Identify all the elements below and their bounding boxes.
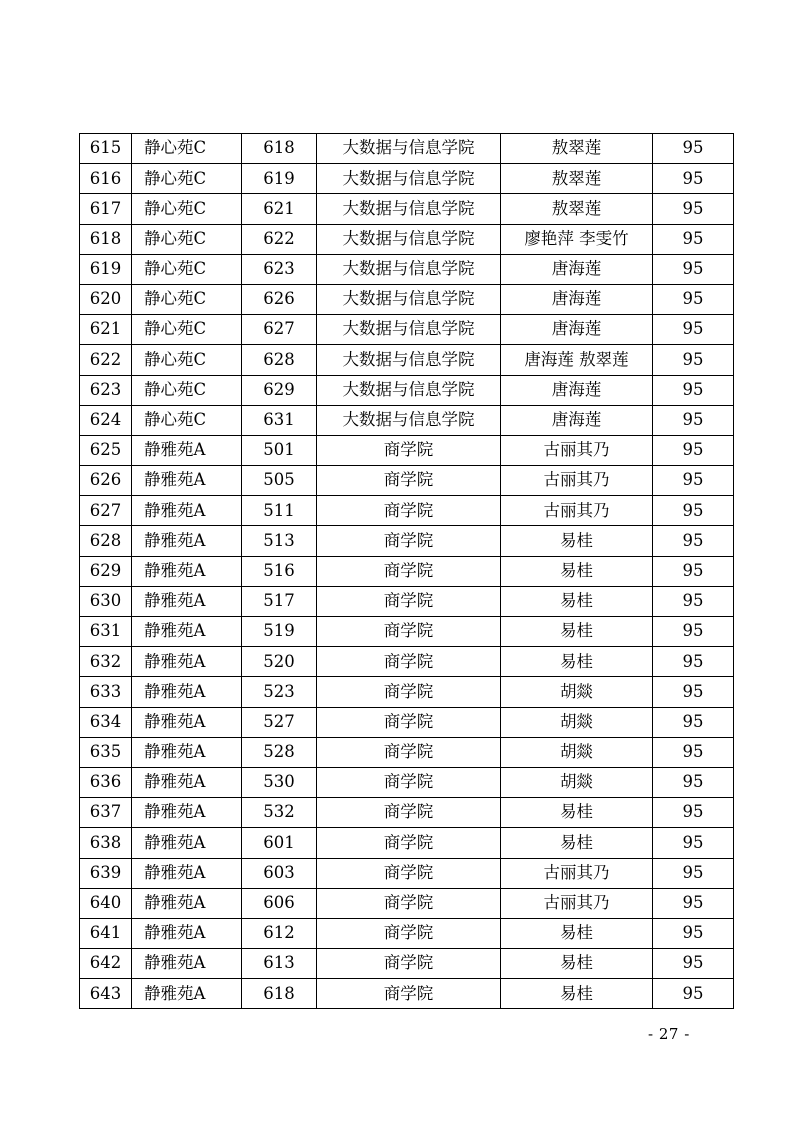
building-cell: 静心苑C bbox=[132, 134, 242, 164]
room-number-cell: 621 bbox=[242, 194, 317, 224]
department-cell: 商学院 bbox=[317, 767, 501, 797]
score-cell: 95 bbox=[653, 677, 734, 707]
row-number-cell: 615 bbox=[80, 134, 132, 164]
room-number-cell: 505 bbox=[242, 466, 317, 496]
row-number-cell: 631 bbox=[80, 617, 132, 647]
building-cell: 静心苑C bbox=[132, 164, 242, 194]
counselor-cell: 易桂 bbox=[501, 949, 653, 979]
score-cell: 95 bbox=[653, 858, 734, 888]
table-row bbox=[80, 284, 734, 314]
table-row bbox=[80, 375, 734, 405]
table-row bbox=[80, 134, 734, 164]
department-cell: 大数据与信息学院 bbox=[317, 224, 501, 254]
row-number-cell: 627 bbox=[80, 496, 132, 526]
table-row bbox=[80, 647, 734, 677]
score-cell: 95 bbox=[653, 828, 734, 858]
building-cell: 静心苑C bbox=[132, 224, 242, 254]
row-number-cell: 617 bbox=[80, 194, 132, 224]
score-cell: 95 bbox=[653, 224, 734, 254]
table-row bbox=[80, 798, 734, 828]
counselor-cell: 易桂 bbox=[501, 526, 653, 556]
counselor-cell: 易桂 bbox=[501, 586, 653, 616]
score-cell: 95 bbox=[653, 586, 734, 616]
building-cell: 静雅苑A bbox=[132, 435, 242, 465]
score-cell: 95 bbox=[653, 375, 734, 405]
building-cell: 静雅苑A bbox=[132, 556, 242, 586]
row-number-cell: 629 bbox=[80, 556, 132, 586]
counselor-cell: 古丽其乃 bbox=[501, 858, 653, 888]
table-row bbox=[80, 556, 734, 586]
building-cell: 静雅苑A bbox=[132, 586, 242, 616]
room-number-cell: 627 bbox=[242, 315, 317, 345]
building-cell: 静雅苑A bbox=[132, 677, 242, 707]
table-row bbox=[80, 435, 734, 465]
department-cell: 大数据与信息学院 bbox=[317, 315, 501, 345]
table-row bbox=[80, 224, 734, 254]
row-number-cell: 637 bbox=[80, 798, 132, 828]
department-cell: 商学院 bbox=[317, 617, 501, 647]
counselor-cell: 廖艳萍 李雯竹 bbox=[501, 224, 653, 254]
counselor-cell: 古丽其乃 bbox=[501, 435, 653, 465]
building-cell: 静雅苑A bbox=[132, 798, 242, 828]
table-row bbox=[80, 254, 734, 284]
table-row bbox=[80, 979, 734, 1009]
score-cell: 95 bbox=[653, 405, 734, 435]
room-number-cell: 622 bbox=[242, 224, 317, 254]
building-cell: 静雅苑A bbox=[132, 828, 242, 858]
counselor-cell: 唐海莲 bbox=[501, 375, 653, 405]
department-cell: 大数据与信息学院 bbox=[317, 405, 501, 435]
department-cell: 商学院 bbox=[317, 526, 501, 556]
room-number-cell: 519 bbox=[242, 617, 317, 647]
table-row bbox=[80, 586, 734, 616]
room-number-cell: 612 bbox=[242, 918, 317, 948]
table-row bbox=[80, 496, 734, 526]
counselor-cell: 易桂 bbox=[501, 918, 653, 948]
room-number-cell: 628 bbox=[242, 345, 317, 375]
row-number-cell: 634 bbox=[80, 707, 132, 737]
counselor-cell: 敖翠莲 bbox=[501, 164, 653, 194]
room-number-cell: 517 bbox=[242, 586, 317, 616]
score-cell: 95 bbox=[653, 194, 734, 224]
score-cell: 95 bbox=[653, 798, 734, 828]
counselor-cell: 易桂 bbox=[501, 617, 653, 647]
row-number-cell: 624 bbox=[80, 405, 132, 435]
score-cell: 95 bbox=[653, 979, 734, 1009]
counselor-cell: 易桂 bbox=[501, 798, 653, 828]
room-number-cell: 520 bbox=[242, 647, 317, 677]
counselor-cell: 唐海莲 bbox=[501, 405, 653, 435]
building-cell: 静雅苑A bbox=[132, 888, 242, 918]
building-cell: 静雅苑A bbox=[132, 496, 242, 526]
building-cell: 静雅苑A bbox=[132, 949, 242, 979]
row-number-cell: 618 bbox=[80, 224, 132, 254]
counselor-cell: 敖翠莲 bbox=[501, 194, 653, 224]
row-number-cell: 639 bbox=[80, 858, 132, 888]
building-cell: 静雅苑A bbox=[132, 526, 242, 556]
room-number-cell: 532 bbox=[242, 798, 317, 828]
score-cell: 95 bbox=[653, 526, 734, 556]
counselor-cell: 唐海莲 bbox=[501, 284, 653, 314]
counselor-cell: 胡燚 bbox=[501, 767, 653, 797]
row-number-cell: 619 bbox=[80, 254, 132, 284]
department-cell: 大数据与信息学院 bbox=[317, 134, 501, 164]
building-cell: 静心苑C bbox=[132, 284, 242, 314]
table-row bbox=[80, 737, 734, 767]
row-number-cell: 622 bbox=[80, 345, 132, 375]
department-cell: 商学院 bbox=[317, 949, 501, 979]
table-row bbox=[80, 918, 734, 948]
department-cell: 商学院 bbox=[317, 435, 501, 465]
department-cell: 商学院 bbox=[317, 496, 501, 526]
building-cell: 静雅苑A bbox=[132, 707, 242, 737]
table-row bbox=[80, 526, 734, 556]
counselor-cell: 胡燚 bbox=[501, 677, 653, 707]
department-cell: 大数据与信息学院 bbox=[317, 164, 501, 194]
row-number-cell: 620 bbox=[80, 284, 132, 314]
department-cell: 大数据与信息学院 bbox=[317, 345, 501, 375]
table-row bbox=[80, 345, 734, 375]
score-cell: 95 bbox=[653, 918, 734, 948]
department-cell: 商学院 bbox=[317, 677, 501, 707]
counselor-cell: 唐海莲 bbox=[501, 254, 653, 284]
building-cell: 静心苑C bbox=[132, 345, 242, 375]
building-cell: 静雅苑A bbox=[132, 979, 242, 1009]
room-number-cell: 618 bbox=[242, 134, 317, 164]
row-number-cell: 641 bbox=[80, 918, 132, 948]
score-cell: 95 bbox=[653, 134, 734, 164]
score-cell: 95 bbox=[653, 556, 734, 586]
counselor-cell: 易桂 bbox=[501, 556, 653, 586]
row-number-cell: 638 bbox=[80, 828, 132, 858]
building-cell: 静心苑C bbox=[132, 254, 242, 284]
building-cell: 静雅苑A bbox=[132, 918, 242, 948]
score-cell: 95 bbox=[653, 466, 734, 496]
room-number-cell: 601 bbox=[242, 828, 317, 858]
row-number-cell: 642 bbox=[80, 949, 132, 979]
counselor-cell: 古丽其乃 bbox=[501, 496, 653, 526]
department-cell: 商学院 bbox=[317, 466, 501, 496]
counselor-cell: 敖翠莲 bbox=[501, 134, 653, 164]
department-cell: 商学院 bbox=[317, 737, 501, 767]
table-row bbox=[80, 767, 734, 797]
department-cell: 大数据与信息学院 bbox=[317, 375, 501, 405]
counselor-cell: 易桂 bbox=[501, 828, 653, 858]
row-number-cell: 635 bbox=[80, 737, 132, 767]
row-number-cell: 630 bbox=[80, 586, 132, 616]
counselor-cell: 易桂 bbox=[501, 979, 653, 1009]
room-number-cell: 530 bbox=[242, 767, 317, 797]
room-number-cell: 631 bbox=[242, 405, 317, 435]
counselor-cell: 胡燚 bbox=[501, 737, 653, 767]
building-cell: 静雅苑A bbox=[132, 617, 242, 647]
score-cell: 95 bbox=[653, 164, 734, 194]
row-number-cell: 628 bbox=[80, 526, 132, 556]
counselor-cell: 古丽其乃 bbox=[501, 888, 653, 918]
row-number-cell: 636 bbox=[80, 767, 132, 797]
score-cell: 95 bbox=[653, 315, 734, 345]
row-number-cell: 625 bbox=[80, 435, 132, 465]
score-cell: 95 bbox=[653, 435, 734, 465]
score-cell: 95 bbox=[653, 617, 734, 647]
building-cell: 静雅苑A bbox=[132, 737, 242, 767]
room-number-cell: 523 bbox=[242, 677, 317, 707]
department-cell: 商学院 bbox=[317, 798, 501, 828]
table-row bbox=[80, 405, 734, 435]
score-cell: 95 bbox=[653, 707, 734, 737]
building-cell: 静雅苑A bbox=[132, 647, 242, 677]
page-number: - 27 - bbox=[648, 1025, 690, 1043]
score-cell: 95 bbox=[653, 949, 734, 979]
counselor-cell: 唐海莲 bbox=[501, 315, 653, 345]
department-cell: 商学院 bbox=[317, 586, 501, 616]
department-cell: 商学院 bbox=[317, 647, 501, 677]
department-cell: 商学院 bbox=[317, 707, 501, 737]
row-number-cell: 616 bbox=[80, 164, 132, 194]
table-row bbox=[80, 707, 734, 737]
building-cell: 静雅苑A bbox=[132, 858, 242, 888]
table-row bbox=[80, 888, 734, 918]
table-row bbox=[80, 828, 734, 858]
score-cell: 95 bbox=[653, 284, 734, 314]
table-row bbox=[80, 466, 734, 496]
row-number-cell: 640 bbox=[80, 888, 132, 918]
room-number-cell: 606 bbox=[242, 888, 317, 918]
department-cell: 商学院 bbox=[317, 888, 501, 918]
building-cell: 静心苑C bbox=[132, 375, 242, 405]
department-cell: 大数据与信息学院 bbox=[317, 254, 501, 284]
table-row bbox=[80, 949, 734, 979]
counselor-cell: 易桂 bbox=[501, 647, 653, 677]
score-cell: 95 bbox=[653, 767, 734, 797]
score-cell: 95 bbox=[653, 254, 734, 284]
dormitory-score-table bbox=[79, 133, 734, 1009]
department-cell: 大数据与信息学院 bbox=[317, 284, 501, 314]
department-cell: 商学院 bbox=[317, 918, 501, 948]
counselor-cell: 唐海莲 敖翠莲 bbox=[501, 345, 653, 375]
room-number-cell: 527 bbox=[242, 707, 317, 737]
building-cell: 静心苑C bbox=[132, 194, 242, 224]
table-row bbox=[80, 677, 734, 707]
room-number-cell: 511 bbox=[242, 496, 317, 526]
building-cell: 静心苑C bbox=[132, 315, 242, 345]
room-number-cell: 501 bbox=[242, 435, 317, 465]
building-cell: 静雅苑A bbox=[132, 767, 242, 797]
department-cell: 商学院 bbox=[317, 979, 501, 1009]
row-number-cell: 633 bbox=[80, 677, 132, 707]
table-row bbox=[80, 858, 734, 888]
room-number-cell: 613 bbox=[242, 949, 317, 979]
score-cell: 95 bbox=[653, 496, 734, 526]
room-number-cell: 623 bbox=[242, 254, 317, 284]
department-cell: 大数据与信息学院 bbox=[317, 194, 501, 224]
score-cell: 95 bbox=[653, 737, 734, 767]
room-number-cell: 603 bbox=[242, 858, 317, 888]
room-number-cell: 626 bbox=[242, 284, 317, 314]
score-cell: 95 bbox=[653, 647, 734, 677]
score-cell: 95 bbox=[653, 888, 734, 918]
counselor-cell: 胡燚 bbox=[501, 707, 653, 737]
room-number-cell: 629 bbox=[242, 375, 317, 405]
department-cell: 商学院 bbox=[317, 828, 501, 858]
row-number-cell: 626 bbox=[80, 466, 132, 496]
table-row bbox=[80, 164, 734, 194]
row-number-cell: 632 bbox=[80, 647, 132, 677]
row-number-cell: 643 bbox=[80, 979, 132, 1009]
room-number-cell: 513 bbox=[242, 526, 317, 556]
department-cell: 商学院 bbox=[317, 556, 501, 586]
counselor-cell: 古丽其乃 bbox=[501, 466, 653, 496]
building-cell: 静雅苑A bbox=[132, 466, 242, 496]
room-number-cell: 618 bbox=[242, 979, 317, 1009]
row-number-cell: 623 bbox=[80, 375, 132, 405]
row-number-cell: 621 bbox=[80, 315, 132, 345]
score-cell: 95 bbox=[653, 345, 734, 375]
table-row bbox=[80, 194, 734, 224]
table-row bbox=[80, 617, 734, 647]
room-number-cell: 516 bbox=[242, 556, 317, 586]
table-row bbox=[80, 315, 734, 345]
room-number-cell: 528 bbox=[242, 737, 317, 767]
table-body bbox=[80, 134, 734, 1009]
department-cell: 商学院 bbox=[317, 858, 501, 888]
room-number-cell: 619 bbox=[242, 164, 317, 194]
building-cell: 静心苑C bbox=[132, 405, 242, 435]
